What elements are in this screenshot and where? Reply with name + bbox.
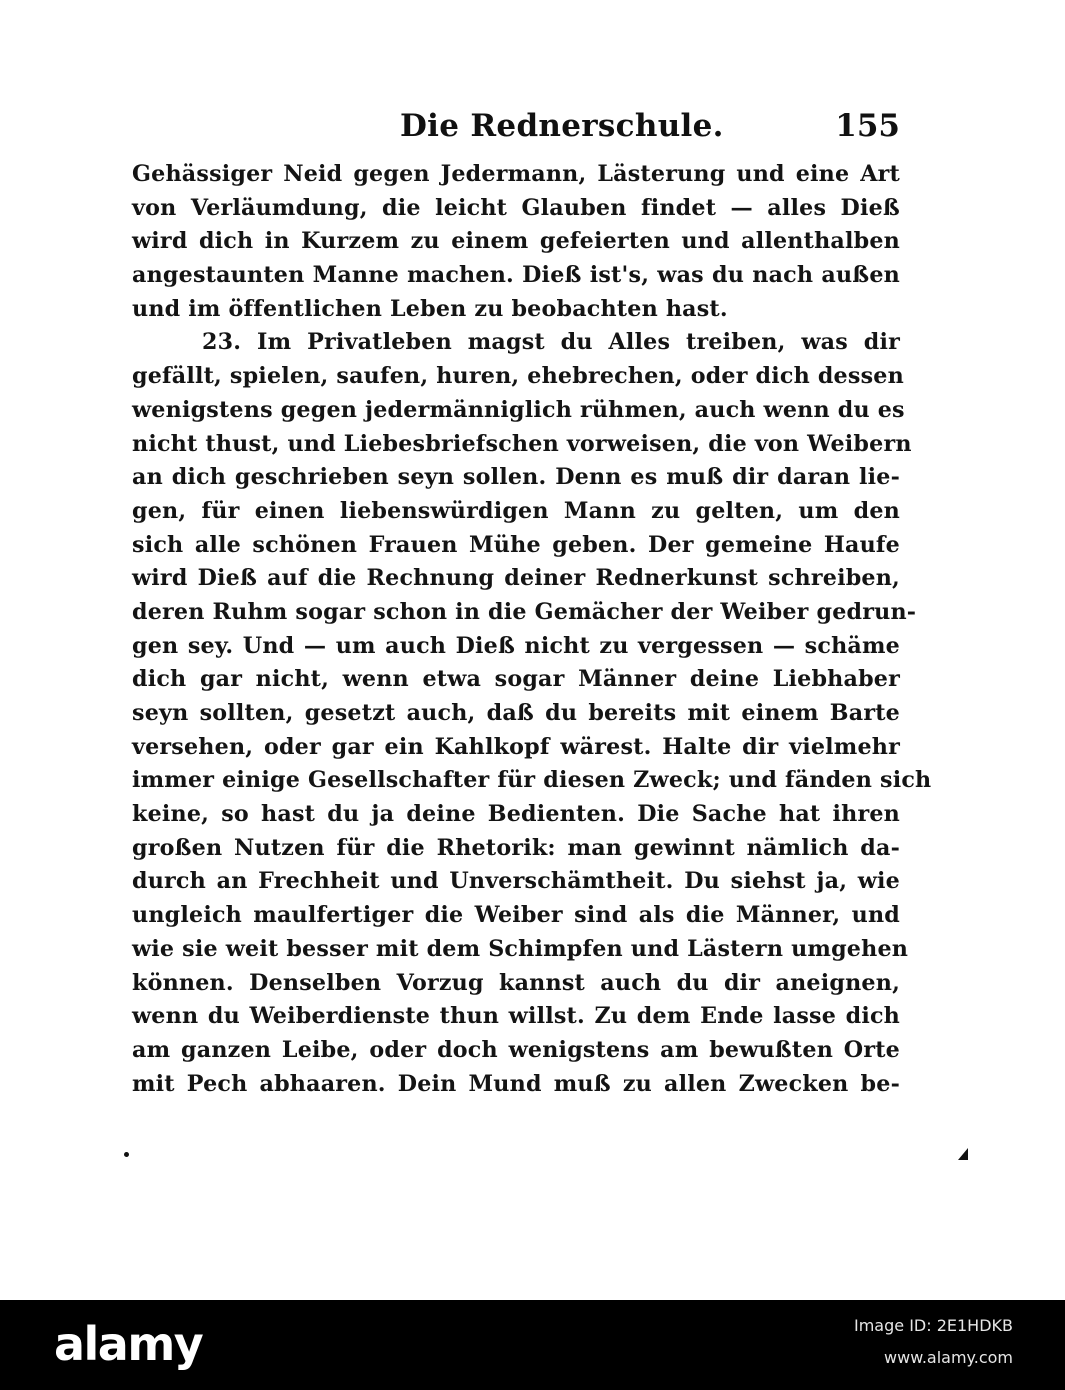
text-line: gefällt, spielen, saufen, huren, ehebrechen, oder dich dessen xyxy=(132,363,904,390)
text-line: Gehässiger Neid gegen Jedermann, Lästerung und eine Art xyxy=(132,161,900,187)
text-line: von Verläumdung, die leicht Glauben findet — alles Dieß xyxy=(132,194,900,221)
text-line: nicht thust, und Liebesbriefschen vorweisen, die von Weibern xyxy=(132,430,912,457)
text-line: wenigstens gegen jedermänniglich rühmen, auch wenn du es xyxy=(132,396,905,423)
text-line: seyn sollten, gesetzt auch, daß du bereits mit einem Barte xyxy=(132,700,900,726)
text-line: an dich geschrieben seyn sollen. Denn es muß dir daran lie- xyxy=(132,464,900,491)
text-line: gen sey. Und — um auch Dieß nicht zu vergessen — schäme xyxy=(132,632,900,659)
text-line: wenn du Weiberdienste thun willst. Zu dem Ende lasse dich xyxy=(132,1003,900,1030)
text-line: und im öffentlichen Leben zu beobachten hast. xyxy=(132,295,728,322)
text-line: ungleich maulfertiger die Weiber sind als die Männer, und xyxy=(132,902,900,929)
text-line: versehen, oder gar ein Kahlkopf wärest. Halte dir vielmehr xyxy=(132,733,900,760)
text-line: dich gar nicht, wenn etwa sogar Männer deine Liebhaber xyxy=(132,666,900,693)
text-line: können. Denselben Vorzug kannst auch du dir aneignen, xyxy=(132,969,900,996)
running-head xyxy=(150,108,900,154)
text-line: großen Nutzen für die Rhetorik: man gewinnt nämlich da- xyxy=(132,834,900,861)
watermark-bar xyxy=(0,1300,1065,1390)
body-text xyxy=(132,158,932,1101)
scan-corner-mark xyxy=(958,1148,968,1160)
text-line: deren Ruhm sogar schon in die Gemächer der Weiber gedrun- xyxy=(132,598,917,625)
text-line: durch an Frechheit und Unverschämtheit. Du siehst ja, wie xyxy=(132,868,900,895)
text-line: wird dich in Kurzem zu einem gefeierten und allenthalben xyxy=(132,228,900,255)
text-line: sich alle schönen Frauen Mühe geben. Der gemeine Haufe xyxy=(132,531,900,558)
scan-dot-mark xyxy=(124,1152,129,1157)
text-line: gen, für einen liebenswürdigen Mann zu gelten, um den xyxy=(132,497,900,524)
text-line: wie sie weit besser mit dem Schimpfen und Lästern umgehen xyxy=(132,935,909,962)
text-line: angestaunten Manne machen. Dieß ist's, was du nach außen xyxy=(132,262,900,289)
watermark-site: www.alamy.com xyxy=(884,1348,1013,1367)
text-line: mit Pech abhaaren. Dein Mund muß zu allen Zwecken be- xyxy=(132,1070,900,1097)
text-line: am ganzen Leibe, oder doch wenigstens am bewußten Orte xyxy=(132,1036,900,1063)
text-line: immer einige Gesellschafter für diesen Zweck; und fänden sich xyxy=(132,767,932,794)
watermark-info xyxy=(854,1310,1013,1374)
watermark-logo: alamy xyxy=(54,1317,203,1371)
page-number: 155 xyxy=(835,108,900,144)
running-title: Die Rednerschule. xyxy=(400,108,724,144)
text-line: wird Dieß auf die Rechnung deiner Rednerkunst schreiben, xyxy=(132,565,900,592)
watermark-image-id: Image ID: 2E1HDKB xyxy=(854,1316,1013,1335)
text-line-paragraph-start: 23. Im Privatleben magst du Alles treiben, was dir xyxy=(202,329,900,356)
text-line: keine, so hast du ja deine Bedienten. Die Sache hat ihren xyxy=(132,801,900,828)
